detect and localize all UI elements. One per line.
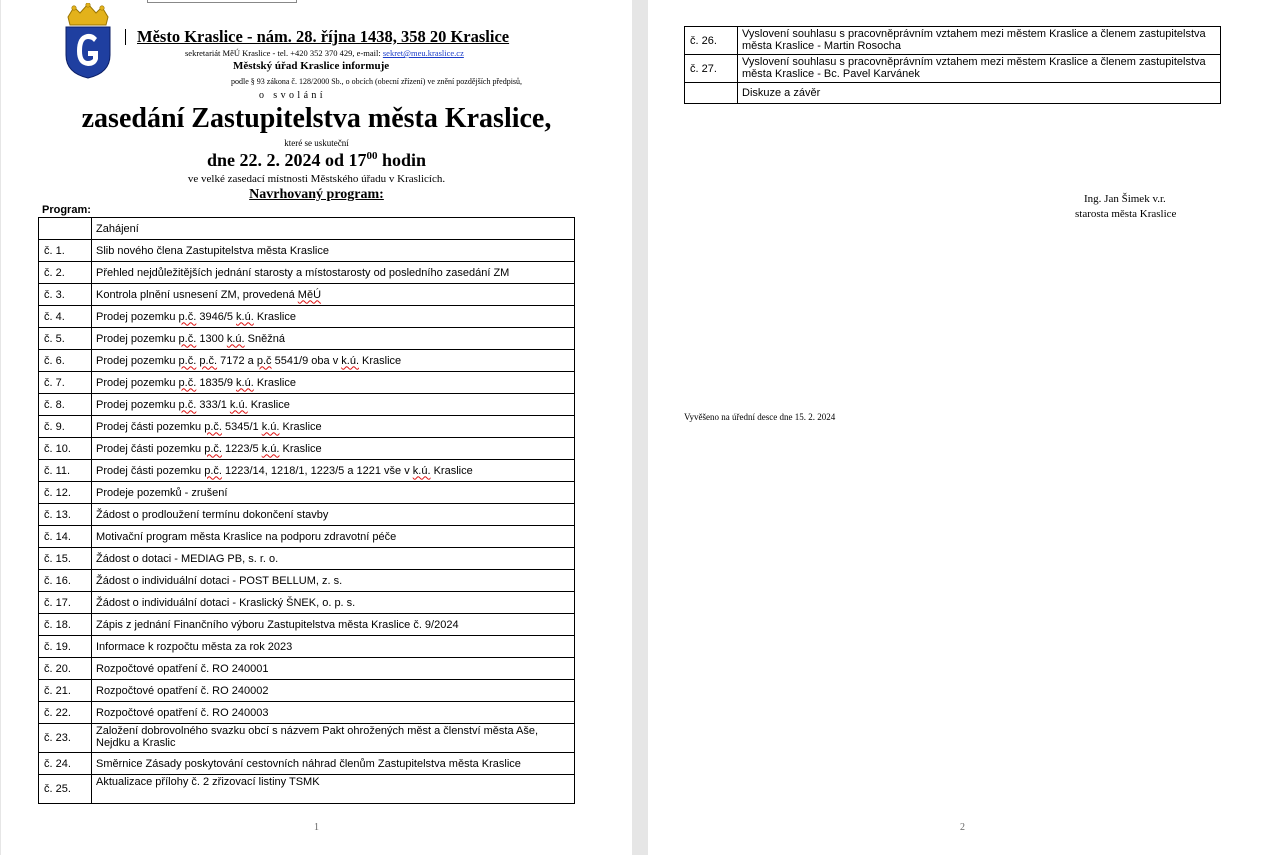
table-row bbox=[39, 614, 575, 636]
spellcheck-mark: p.č. bbox=[204, 464, 222, 477]
table-row bbox=[39, 284, 575, 306]
agenda-item-text: Informace k rozpočtu města za rok 2023 bbox=[92, 636, 575, 658]
agenda-item-number bbox=[39, 218, 92, 240]
agenda-item-text: Přehled nejdůležitějších jednání starosty a místostarosty od posledního zasedání ZM bbox=[92, 262, 575, 284]
agenda-item-number: č. 7. bbox=[39, 372, 92, 394]
table-row bbox=[39, 218, 575, 240]
document-page-2 bbox=[648, 0, 1280, 855]
agenda-item-text: Prodej pozemku p.č. 1835/9 k.ú. Kraslice bbox=[92, 372, 575, 394]
agenda-item-text: Žádost o individuální dotaci - Kraslický ŠNEK, o. p. s. bbox=[92, 592, 575, 614]
table-row bbox=[39, 548, 575, 570]
signature-name: Ing. Jan Šimek v.r. bbox=[1084, 193, 1166, 205]
convening-label: o svolání bbox=[259, 90, 326, 101]
table-row bbox=[39, 240, 575, 262]
spellcheck-mark: k.ú. bbox=[261, 442, 280, 455]
spellcheck-mark: k.ú. bbox=[229, 398, 248, 411]
table-row bbox=[39, 702, 575, 724]
agenda-item-number: č. 14. bbox=[39, 526, 92, 548]
spellcheck-mark: p.č. bbox=[199, 354, 218, 367]
table-row bbox=[39, 570, 575, 592]
agenda-item-text: Prodej části pozemku p.č. 1223/14, 1218/1, 1223/5 a 1221 vše v k.ú. Kraslice bbox=[92, 460, 575, 482]
agenda-item-text: Zápis z jednání Finančního výboru Zastupitelstva města Kraslice č. 9/2024 bbox=[92, 614, 575, 636]
spellcheck-mark: p.č. bbox=[178, 332, 197, 345]
agenda-item-text: Založení dobrovolného svazku obcí s názvem Pakt ohrožených měst a členství města Aše, Nejdku a Kraslic bbox=[92, 724, 575, 753]
agenda-item-number: č. 20. bbox=[39, 658, 92, 680]
agenda-item-text: Prodej části pozemku p.č. 5345/1 k.ú. Kraslice bbox=[92, 416, 575, 438]
agenda-item-text: Slib nového člena Zastupitelstva města Kraslice bbox=[92, 240, 575, 262]
email-link[interactable]: sekret@meu.kraslice.cz bbox=[382, 48, 464, 58]
agenda-item-number: č. 3. bbox=[39, 284, 92, 306]
agenda-item-text: Rozpočtové opatření č. RO 240001 bbox=[92, 658, 575, 680]
spellcheck-mark: MěÚ bbox=[297, 288, 322, 301]
agenda-item-text: Zahájení bbox=[92, 218, 575, 240]
agenda-item-text: Prodej pozemku p.č. 3946/5 k.ú. Kraslice bbox=[92, 306, 575, 328]
agenda-item-number: č. 19. bbox=[39, 636, 92, 658]
meeting-time-minutes: 00 bbox=[366, 150, 378, 162]
agenda-item-text: Směrnice Zásady poskytování cestovních náhrad členům Zastupitelstva města Kraslice bbox=[92, 753, 575, 775]
table-row bbox=[39, 438, 575, 460]
agenda-item-text: Žádost o dotaci - MEDIAG PB, s. r. o. bbox=[92, 548, 575, 570]
spellcheck-mark: k.ú. bbox=[412, 464, 431, 477]
takes-place-label: které se uskuteční bbox=[284, 138, 349, 148]
agenda-item-number: č. 15. bbox=[39, 548, 92, 570]
agenda-item-text: Vyslovení souhlasu s pracovněprávním vztahem mezi městem Kraslice a členem zastupitelstva města Kraslice - Martin Rosocha bbox=[738, 27, 1221, 55]
spellcheck-mark: p.č. bbox=[178, 310, 197, 323]
agenda-item-number: č. 17. bbox=[39, 592, 92, 614]
page-number: 1 bbox=[314, 822, 319, 833]
agenda-item-number: č. 22. bbox=[39, 702, 92, 724]
agenda-item-number: č. 23. bbox=[39, 724, 92, 753]
toolbar-box-fragment bbox=[147, 0, 297, 3]
program-label: Program: bbox=[42, 204, 91, 216]
agenda-item-number: č. 13. bbox=[39, 504, 92, 526]
meeting-place: ve velké zasedací místnosti Městského úřadu v Kraslicích. bbox=[187, 173, 446, 185]
agenda-item-text: Prodej části pozemku p.č. 1223/5 k.ú. Kraslice bbox=[92, 438, 575, 460]
table-row bbox=[39, 350, 575, 372]
agenda-item-text: Žádost o prodloužení termínu dokončení stavby bbox=[92, 504, 575, 526]
spellcheck-mark: k.ú. bbox=[341, 354, 359, 367]
agenda-item-number: č. 2. bbox=[39, 262, 92, 284]
table-row bbox=[39, 460, 575, 482]
meeting-title: zasedání Zastupitelstva města Kraslice, bbox=[81, 103, 552, 134]
spellcheck-mark: p.č. bbox=[178, 376, 197, 389]
table-row bbox=[39, 775, 575, 804]
agenda-item-number: č. 8. bbox=[39, 394, 92, 416]
table-row bbox=[39, 636, 575, 658]
table-row bbox=[39, 482, 575, 504]
agenda-item-text: Vyslovení souhlasu s pracovněprávním vztahem mezi městem Kraslice a členem zastupitelstva města Kraslice - Bc. Pavel Karvánek bbox=[738, 55, 1221, 83]
table-row bbox=[39, 328, 575, 350]
table-row bbox=[39, 394, 575, 416]
agenda-item-number: č. 16. bbox=[39, 570, 92, 592]
agenda-item-text: Rozpočtové opatření č. RO 240002 bbox=[92, 680, 575, 702]
agenda-item-number: č. 5. bbox=[39, 328, 92, 350]
agenda-item-text: Rozpočtové opatření č. RO 240003 bbox=[92, 702, 575, 724]
agenda-item-text: Aktualizace přílohy č. 2 zřizovací listiny TSMK bbox=[92, 775, 575, 804]
agenda-item-number: č. 18. bbox=[39, 614, 92, 636]
office-informs: Městský úřad Kraslice informuje bbox=[233, 60, 390, 72]
agenda-item-number: č. 27. bbox=[685, 55, 738, 83]
agenda-item-text: Prodej pozemku p.č. 333/1 k.ú. Kraslice bbox=[92, 394, 575, 416]
spellcheck-mark: p.č. bbox=[178, 354, 197, 367]
meeting-date bbox=[1, 150, 632, 171]
secretariat-contact bbox=[185, 48, 464, 58]
table-row bbox=[39, 504, 575, 526]
table-row bbox=[39, 526, 575, 548]
agenda-item-number: č. 12. bbox=[39, 482, 92, 504]
table-row bbox=[39, 592, 575, 614]
town-crest-icon bbox=[64, 3, 112, 79]
proposed-program-heading: Navrhovaný program: bbox=[249, 187, 384, 202]
spellcheck-mark: k.ú. bbox=[261, 420, 280, 433]
table-row bbox=[39, 372, 575, 394]
legal-reference: podle § 93 zákona č. 128/2000 Sb., o obcích (obecní zřízení) ve znění pozdějších předpisů, bbox=[231, 77, 523, 86]
table-row bbox=[39, 753, 575, 775]
agenda-table-continued bbox=[684, 26, 1221, 104]
header-divider bbox=[125, 29, 126, 45]
table-row bbox=[39, 680, 575, 702]
agenda-item-number: č. 4. bbox=[39, 306, 92, 328]
table-row bbox=[39, 724, 575, 753]
spellcheck-mark: p.č. bbox=[204, 442, 222, 455]
meeting-date-end: hodin bbox=[377, 150, 427, 170]
agenda-item-number: č. 1. bbox=[39, 240, 92, 262]
table-row bbox=[39, 262, 575, 284]
agenda-item-text: Prodej pozemku p.č. p.č. 7172 a p.č 5541/9 oba v k.ú. Kraslice bbox=[92, 350, 575, 372]
page-number: 2 bbox=[960, 822, 965, 833]
agenda-item-text: Kontrola plnění usnesení ZM, provedená MěÚ bbox=[92, 284, 575, 306]
spellcheck-mark: p.č bbox=[256, 354, 272, 367]
agenda-item-number: č. 10. bbox=[39, 438, 92, 460]
signature-role: starosta města Kraslice bbox=[1075, 208, 1177, 220]
table-row bbox=[39, 306, 575, 328]
agenda-item-text: Žádost o individuální dotaci - POST BELLUM, z. s. bbox=[92, 570, 575, 592]
table-row bbox=[685, 83, 1221, 104]
spellcheck-mark: p.č. bbox=[178, 398, 197, 411]
agenda-item-number: č. 6. bbox=[39, 350, 92, 372]
secretariat-text: sekretariát MěÚ Kraslice - tel. +420 352 370 429, e-mail: bbox=[185, 48, 383, 58]
posting-date-note: Vyvěšeno na úřední desce dne 15. 2. 2024 bbox=[684, 412, 836, 422]
document-page-1 bbox=[1, 0, 632, 855]
agenda-item-number: č. 11. bbox=[39, 460, 92, 482]
town-address-heading: Město Kraslice - nám. 28. října 1438, 358 20 Kraslice bbox=[137, 27, 510, 46]
agenda-item-number: č. 26. bbox=[685, 27, 738, 55]
agenda-table bbox=[38, 217, 575, 804]
agenda-item-text: Diskuze a závěr bbox=[738, 83, 1221, 104]
spellcheck-mark: k.ú. bbox=[236, 376, 254, 389]
table-row bbox=[685, 55, 1221, 83]
agenda-item-text: Prodej pozemku p.č. 1300 k.ú. Sněžná bbox=[92, 328, 575, 350]
agenda-item-number: č. 24. bbox=[39, 753, 92, 775]
spellcheck-mark: k.ú. bbox=[226, 332, 245, 345]
meeting-date-main: dne 22. 2. 2024 od 17 bbox=[206, 150, 367, 170]
agenda-item-number: č. 25. bbox=[39, 775, 92, 804]
agenda-item-number: č. 21. bbox=[39, 680, 92, 702]
spellcheck-mark: p.č. bbox=[204, 420, 222, 433]
table-row bbox=[39, 658, 575, 680]
agenda-item-number bbox=[685, 83, 738, 104]
table-row bbox=[39, 416, 575, 438]
agenda-item-number: č. 9. bbox=[39, 416, 92, 438]
table-row bbox=[685, 27, 1221, 55]
spellcheck-mark: k.ú. bbox=[236, 310, 254, 323]
agenda-item-text: Motivační program města Kraslice na podporu zdravotní péče bbox=[92, 526, 575, 548]
agenda-item-text: Prodeje pozemků - zrušení bbox=[92, 482, 575, 504]
